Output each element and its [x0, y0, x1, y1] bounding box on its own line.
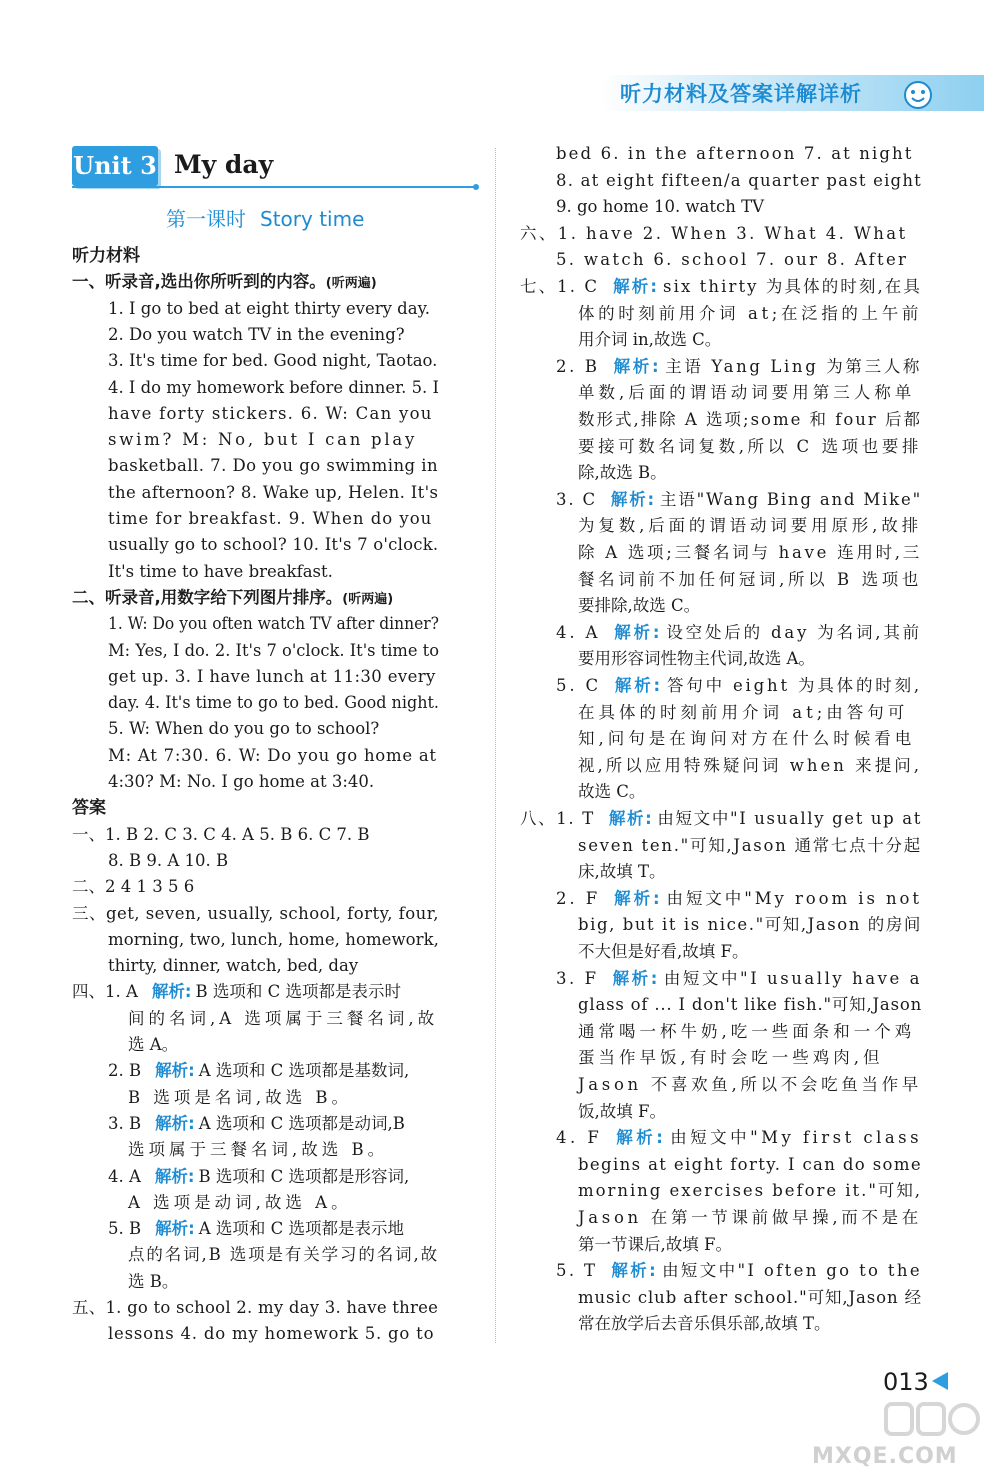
left-line — [108, 534, 438, 556]
analysis-text: 主语 Yang Ling 为第三人称 — [665, 356, 922, 376]
left-line — [108, 429, 417, 451]
analysis-text: six thirty 为具体的时刻,在具 — [663, 277, 922, 296]
line-text: 一、1. B 2. C 3. C 4. A 5. B 6. C 7. B — [72, 824, 370, 844]
left-line — [72, 824, 370, 846]
right-line — [578, 835, 922, 857]
line-text: morning, two, lunch, home, homework, — [108, 929, 439, 949]
line-text: 除 A 选项;三餐名词与 have 连用时,三 — [578, 543, 922, 562]
analysis-text: A 选项和 C 选项都是动词,B — [198, 1113, 405, 1133]
unit-rule — [72, 186, 476, 188]
left-line — [108, 1113, 405, 1135]
right-line — [556, 675, 922, 697]
line-text: 二、听录音,用数字给下列图片排序。 — [72, 587, 343, 607]
right-line — [578, 861, 666, 883]
left-line — [108, 298, 430, 320]
left-line — [108, 561, 333, 583]
analysis-text: A 选项和 C 选项都是表示地 — [198, 1219, 405, 1239]
right-line — [556, 143, 914, 165]
line-text: 9. go home 10. watch TV — [556, 197, 765, 217]
right-line — [556, 968, 922, 990]
right-line — [578, 595, 700, 617]
line-text: Jason 在第一节课前做早操,而不是在 — [578, 1208, 922, 1227]
right-line — [556, 1127, 922, 1149]
left-line — [72, 981, 401, 1003]
right-line — [578, 728, 915, 750]
line-text: 通常喝一杯牛奶,吃一些面条和一个鸡 — [578, 1021, 916, 1041]
analysis-tag: 解析: — [155, 1061, 195, 1081]
line-text: 在具体的时刻前用介词 at;由答句可 — [578, 702, 909, 722]
line-text: 选项属于三餐名词,故选 B。 — [128, 1140, 389, 1160]
analysis-tag: 解析: — [613, 356, 662, 376]
line-text: 不大但是好看,故填 F。 — [578, 942, 749, 961]
line-text: get up. 3. I have lunch at 11:30 every — [108, 666, 436, 686]
line-text: 3. C — [556, 489, 597, 509]
line-text: 常在放学后去音乐俱乐部,故填 T。 — [578, 1314, 831, 1334]
right-line — [578, 436, 922, 458]
left-line — [108, 718, 379, 740]
right-line — [578, 914, 922, 936]
left-line — [108, 324, 405, 346]
line-text: 1. I go to bed at eight thirty every day. — [108, 298, 430, 318]
right-line — [556, 622, 922, 644]
right-line — [578, 1021, 915, 1043]
line-text: 要用形容词性物主代词,故选 A。 — [578, 649, 815, 669]
right-line — [520, 808, 922, 830]
line-text: 4. I do my homework before dinner. 5. I — [108, 377, 439, 397]
line-text: 答案 — [72, 798, 106, 819]
line-text: 5. C — [556, 676, 601, 695]
line-text: 2. F — [556, 888, 601, 908]
analysis-tag: 解析: — [611, 1261, 659, 1281]
left-line — [128, 1087, 352, 1109]
line-text: 8. B 9. A 10. B — [108, 850, 229, 870]
line-text: 四、1. A — [72, 982, 138, 1002]
line-text: 三、get, seven, usually, school, forty, four, — [72, 903, 439, 923]
left-line — [108, 1218, 404, 1240]
analysis-text: 由短文中"I usually get up at — [657, 809, 922, 828]
line-text: 知,问句是在询问对方在什么时候看电 — [578, 729, 916, 749]
analysis-text: B 选项和 C 选项都是表示时 — [195, 982, 402, 1002]
line-text: 八、1. T — [520, 809, 595, 828]
left-line — [128, 1034, 178, 1056]
line-text: 选 A。 — [128, 1035, 179, 1054]
line-text: 为复数,后面的谓语动词要用原形,故排 — [578, 516, 922, 536]
line-text: 3. F — [556, 968, 599, 988]
right-line — [556, 249, 908, 271]
right-line — [578, 303, 922, 325]
line-text: 要接可数名词复数,所以 C 选项也要排 — [578, 436, 922, 456]
right-line — [578, 994, 922, 1016]
left-line — [108, 455, 438, 477]
line-text: 除,故选 B。 — [578, 463, 667, 483]
line-text: 床,故填 T。 — [578, 862, 666, 882]
right-line — [556, 1260, 922, 1282]
line-text: morning exercises before it."可知, — [578, 1181, 922, 1201]
analysis-tag: 解析: — [155, 1113, 195, 1133]
line-text: 3. It's time for bed. Good night, Taotao. — [108, 351, 438, 371]
watermark-logo — [882, 1400, 982, 1440]
analysis-text: 设空处后的 day 为名词,其前 — [666, 622, 922, 642]
left-line — [108, 613, 439, 635]
left-line — [128, 1008, 438, 1030]
line-text: B 选项是名词,故选 B。 — [128, 1087, 352, 1107]
page-number: 013 — [883, 1368, 929, 1396]
right-line — [578, 1180, 922, 1202]
left-line — [108, 508, 432, 530]
right-line — [578, 1154, 922, 1176]
right-line — [578, 702, 908, 724]
right-line — [578, 569, 922, 591]
line-text: 一、听录音,选出你所听到的内容。 — [72, 272, 326, 292]
right-line — [556, 356, 922, 378]
line-text: 5. B — [108, 1219, 142, 1239]
right-line — [578, 1287, 922, 1309]
analysis-tag: 解析: — [613, 277, 660, 296]
left-line — [72, 245, 140, 267]
analysis-text: B 选项和 C 选项都是形容词, — [198, 1166, 410, 1186]
right-line — [520, 223, 908, 245]
analysis-text: 由短文中"I usually have a — [663, 968, 922, 988]
line-text: 五、1. go to school 2. my day 3. have three — [72, 1298, 439, 1317]
right-line — [578, 648, 815, 670]
right-line — [578, 542, 922, 564]
line-text: 二、2 4 1 3 5 6 — [72, 877, 195, 897]
right-line — [578, 1234, 732, 1256]
analysis-tag: 解析: — [608, 809, 654, 828]
right-line — [556, 489, 922, 511]
line-text: swim? M: No, but I can play — [108, 430, 418, 450]
line-text: glass of ... I don't like fish."可知,Jason — [578, 995, 922, 1015]
left-line — [72, 587, 393, 611]
left-line — [108, 929, 439, 951]
left-line — [72, 797, 106, 819]
right-line — [556, 196, 764, 218]
line-note: (听两遍) — [325, 276, 377, 292]
right-line — [578, 1101, 666, 1123]
line-text: 4. A — [556, 622, 601, 642]
line-note: (听两遍) — [342, 591, 394, 607]
right-line — [578, 1074, 922, 1096]
analysis-tag: 解析: — [616, 1128, 667, 1148]
left-line — [108, 666, 436, 688]
line-text: 单数,后面的谓语动词要用第三人称单 — [578, 383, 916, 403]
analysis-text: 答句中 eight 为具体的时刻, — [666, 676, 922, 695]
left-line — [72, 876, 194, 898]
lesson-title — [166, 203, 364, 232]
line-text: 体的时刻前用介词 at;在泛指的上午前 — [578, 303, 922, 323]
line-text: 2. B — [556, 356, 600, 376]
left-line — [108, 850, 228, 872]
analysis-tag: 解析: — [614, 622, 663, 642]
left-line — [108, 1060, 409, 1082]
line-text: begins at eight forty. I can do some — [578, 1154, 922, 1174]
line-text: 2. Do you watch TV in the evening? — [108, 324, 405, 344]
line-text: 5. T — [556, 1261, 598, 1281]
left-line — [108, 955, 358, 977]
right-line — [578, 1207, 922, 1229]
line-text: seven ten."可知,Jason 通常七点十分起 — [578, 835, 922, 855]
line-text: usually go to school? 10. It's 7 o'clock. — [108, 535, 439, 555]
line-text: day. 4. It's time to go to bed. Good night. — [108, 693, 439, 713]
line-text: 餐名词前不加任何冠词,所以 B 选项也 — [578, 569, 922, 589]
line-text: thirty, dinner, watch, bed, day — [108, 956, 359, 976]
column-divider — [495, 148, 496, 1343]
left-line — [128, 1271, 178, 1293]
line-text: 视,所以应用特殊疑问词 when 来提问, — [578, 755, 922, 775]
line-text: A 选项是动词,故选 A。 — [128, 1192, 352, 1212]
right-line — [578, 515, 922, 537]
analysis-tag: 解析: — [154, 1166, 195, 1186]
analysis-text: A 选项和 C 选项都是基数词, — [198, 1061, 410, 1081]
watermark-site: MXQE.COM — [812, 1444, 958, 1469]
left-line — [108, 771, 374, 793]
analysis-tag: 解析: — [614, 888, 663, 908]
line-text: 2. B — [108, 1061, 142, 1081]
left-line — [108, 403, 433, 425]
analysis-text: 由短文中"My first class — [670, 1128, 922, 1148]
left-line — [128, 1139, 388, 1161]
lesson-cn: 第一课时 — [166, 207, 246, 231]
unit-badge: Unit 3 — [72, 146, 158, 186]
unit-title: My day — [174, 150, 274, 179]
right-line — [578, 382, 915, 404]
line-text: 故选 C。 — [578, 782, 646, 802]
line-text: big, but it is nice."可知,Jason 的房间 — [578, 915, 922, 935]
line-text: 蛋当作早饭,有时会吃一些鸡肉,但 — [578, 1048, 884, 1068]
line-text: 5. W: When do you go to school? — [108, 719, 380, 739]
right-line — [556, 170, 922, 192]
analysis-tag: 解析: — [151, 982, 192, 1002]
right-line — [578, 781, 645, 803]
lesson-en: Story time — [260, 207, 365, 231]
line-text: bed 6. in the afternoon 7. at night — [556, 144, 914, 163]
analysis-text: 由短文中"I often go to the — [662, 1261, 922, 1281]
line-text: 饭,故填 F。 — [578, 1101, 666, 1121]
line-text: music club after school."可知,Jason 经 — [578, 1287, 922, 1307]
analysis-tag: 解析: — [610, 489, 656, 509]
left-line — [108, 640, 439, 662]
right-line — [520, 276, 922, 298]
left-line — [108, 377, 439, 399]
left-line — [72, 1297, 438, 1319]
line-text: 六、1. have 2. When 3. What 4. What — [520, 223, 908, 243]
right-line — [578, 409, 922, 431]
analysis-text: 由短文中"My room is not — [666, 888, 922, 908]
right-line — [578, 329, 721, 351]
line-text: 5. watch 6. school 7. our 8. After — [556, 250, 909, 270]
right-line — [578, 941, 748, 963]
left-line — [108, 482, 438, 504]
line-text: 4. F — [556, 1128, 603, 1148]
right-line — [578, 1047, 884, 1069]
right-line — [578, 1313, 831, 1335]
line-text: 点的名词,B 选项是有关学习的名词,故 — [128, 1245, 439, 1265]
header-title: 听力材料及答案详解详析 — [620, 82, 862, 106]
line-text: It's time to have breakfast. — [108, 561, 333, 581]
line-text: M: At 7:30. 6. W: Do you go home at — [108, 745, 437, 765]
line-text: 4:30? M: No. I go home at 3:40. — [108, 772, 375, 791]
right-line — [578, 755, 922, 777]
page-arrow-icon — [932, 1372, 948, 1390]
left-line — [128, 1192, 352, 1214]
analysis-tag: 解析: — [612, 968, 660, 988]
line-text: 要排除,故选 C。 — [578, 596, 701, 616]
line-text: 听力材料 — [72, 246, 140, 266]
line-text: M: Yes, I do. 2. It's 7 o'clock. It's time to — [108, 640, 439, 660]
analysis-tag: 解析: — [155, 1219, 195, 1239]
left-line — [72, 271, 377, 295]
line-text: 七、1. C — [520, 277, 600, 296]
right-line — [578, 462, 667, 484]
line-text: 第一节课后,故填 F。 — [578, 1234, 732, 1254]
analysis-tag: 解析: — [614, 676, 663, 695]
line-text: 8. at eight fifteen/a quarter past eight — [556, 170, 922, 190]
line-text: 数形式,排除 A 选项;some 和 four 后都 — [578, 410, 922, 429]
line-text: 选 B。 — [128, 1271, 179, 1291]
left-line — [108, 745, 437, 767]
left-line — [108, 1166, 409, 1188]
smiley-icon — [903, 80, 933, 110]
line-text: basketball. 7. Do you go swimming in — [108, 456, 439, 476]
left-line — [128, 1244, 439, 1266]
left-line — [72, 903, 439, 925]
line-text: 3. B — [108, 1113, 142, 1133]
line-text: 间的名词,A 选项属于三餐名词,故 — [128, 1008, 439, 1028]
left-line — [108, 1323, 434, 1345]
left-line — [108, 692, 439, 714]
right-line — [556, 888, 922, 910]
line-text: lessons 4. do my homework 5. go to — [108, 1324, 435, 1344]
line-text: have forty stickers. 6. W: Can you — [108, 403, 433, 423]
line-text: 1. W: Do you often watch TV after dinner? — [108, 614, 439, 634]
line-text: time for breakfast. 9. When do you — [108, 509, 433, 528]
line-text: 用介词 in,故选 C。 — [578, 330, 722, 350]
line-text: Jason 不喜欢鱼,所以不会吃鱼当作早 — [578, 1075, 922, 1094]
analysis-text: 主语"Wang Bing and Mike" — [659, 489, 922, 509]
left-line — [108, 350, 437, 372]
line-text: the afternoon? 8. Wake up, Helen. It's — [108, 482, 439, 502]
line-text: 4. A — [108, 1166, 141, 1186]
